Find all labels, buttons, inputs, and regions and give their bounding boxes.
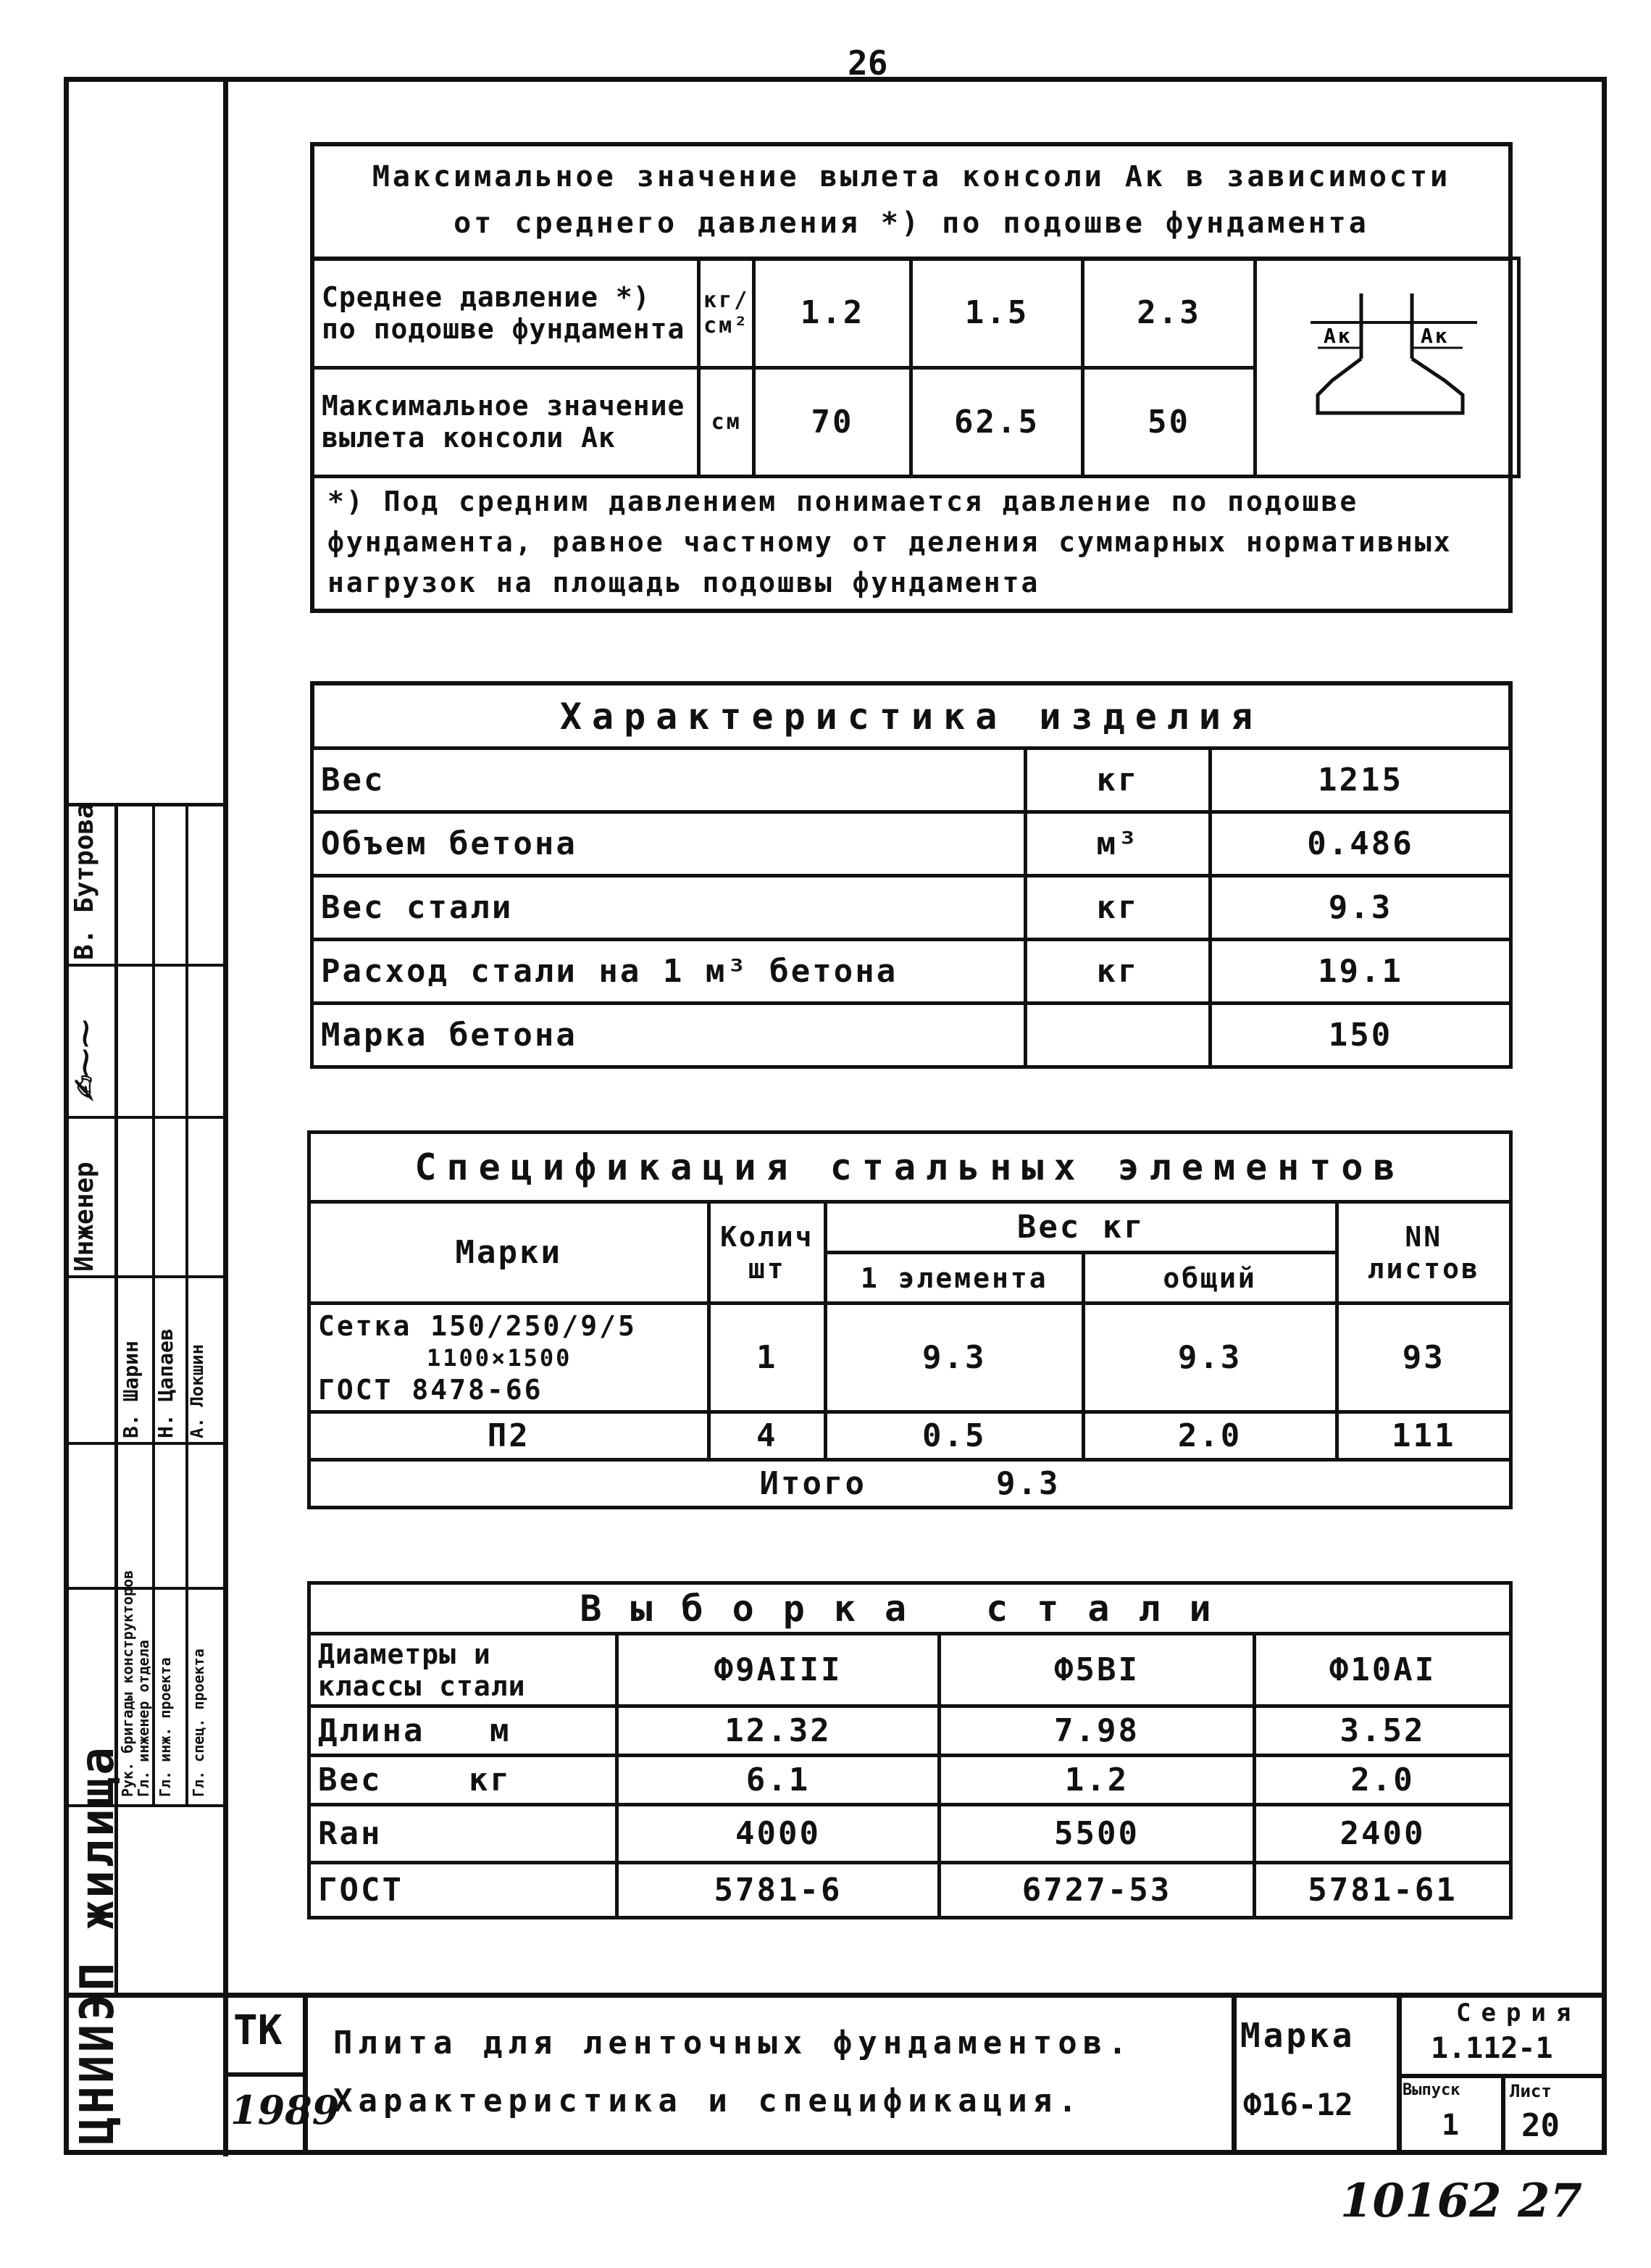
steel-weight-3: 2.0 (1255, 1756, 1511, 1805)
stamp-tk: ТК (233, 2007, 283, 2054)
stamp-top-line (64, 1993, 1607, 1998)
spec-row1-sheets: 93 (1337, 1304, 1510, 1412)
steel-weight-2: 1.2 (940, 1756, 1255, 1805)
side-line-h2 (64, 1116, 226, 1119)
spec-row1-mark-line2: 1100×1500 (427, 1343, 572, 1372)
char-label-steel-rate: Расход стали на 1 м³ бетона (312, 940, 1026, 1004)
stamp-vypusk-value: 1 (1442, 2109, 1460, 2142)
steel-gost-3: 5781-61 (1255, 1863, 1511, 1918)
stamp-series-label: Серия (1456, 1998, 1581, 2027)
page-number-top: 26 (848, 43, 888, 83)
stamp-tk-line (223, 2072, 306, 2077)
spec-row2-element: 0.5 (826, 1412, 1084, 1460)
spec-header-marks: Марки (309, 1202, 709, 1304)
side-role2: Инженер (70, 1162, 99, 1272)
row1-value-3: 2.3 (1083, 259, 1255, 368)
spec-header-sheets: NN листов (1337, 1202, 1510, 1304)
side-line-h5 (64, 1587, 226, 1590)
char-unit-grade (1026, 1004, 1211, 1067)
row2-unit: см (699, 367, 754, 477)
diagram-ak-right: Ак (1421, 324, 1450, 348)
side-line-3 (185, 804, 188, 1804)
row2-value-3: 50 (1083, 367, 1255, 477)
stamp-title-line1: Плита для ленточных фундаментов. (333, 2025, 1133, 2061)
spec-row1-total: 9.3 (1083, 1304, 1337, 1412)
spec-table (307, 1130, 1513, 1509)
stamp-line-e (1501, 2074, 1505, 2155)
steel-ra-1: 4000 (617, 1805, 940, 1863)
steel-row-gost-label: ГОСТ (309, 1863, 617, 1918)
stamp-series-value: 1.112-1 (1431, 2032, 1553, 2065)
spec-row1-count: 1 (709, 1304, 826, 1412)
side-line-2 (152, 804, 155, 1804)
side-org: ЦНИИЭП жилища (71, 1744, 125, 2145)
steel-col-2: Ф5ВI (940, 1634, 1255, 1706)
console-title-line2: от среднего давления *) по подошве фундамента (453, 207, 1369, 240)
side-line-h1 (64, 964, 226, 967)
steel-col-3: Ф10АI (1255, 1634, 1511, 1706)
steel-row-weight-label: Вес кг (309, 1756, 617, 1805)
page-number-bottom: 10162 27 (1340, 2174, 1582, 2228)
console-title (314, 146, 1508, 261)
side-name2: В. Бутрова (70, 803, 99, 960)
char-unit-steel: кг (1026, 876, 1211, 940)
steel-col-1: Ф9АIII (617, 1634, 940, 1706)
steel-table (307, 1581, 1513, 1919)
char-value-steel: 9.3 (1211, 876, 1511, 940)
steel-gost-2: 6727-53 (940, 1863, 1255, 1918)
console-diagram-cell (1255, 259, 1518, 477)
console-table (310, 142, 1513, 613)
row2-value-2: 62.5 (911, 367, 1083, 477)
spec-itogo-label: Итого (759, 1465, 866, 1502)
spec-row2-total: 2.0 (1083, 1412, 1337, 1460)
stamp-marka-value: Ф16-12 (1243, 2087, 1353, 2122)
side-line-h3 (64, 1275, 226, 1278)
side-role-3: Гл. инж. проекта (156, 1657, 174, 1797)
spec-row1-mark-line3: ГОСТ 8478-66 (318, 1373, 543, 1406)
char-value-steel-rate: 19.1 (1211, 940, 1511, 1004)
steel-gost-1: 5781-6 (617, 1863, 940, 1918)
stamp-title (333, 2014, 1133, 2130)
steel-length-1: 12.32 (617, 1706, 940, 1756)
spec-row2-count: 4 (709, 1412, 826, 1460)
char-label-grade: Марка бетона (312, 1004, 1026, 1067)
side-name-1: В. Шарин (119, 1341, 143, 1438)
side-name-2: Н. Цапаев (154, 1328, 177, 1438)
steel-title: Выборка стали (309, 1583, 1511, 1634)
console-diagram (1267, 279, 1506, 453)
side-role-4: Гл. спец. проекта (190, 1648, 207, 1797)
spec-row2-mark: П2 (309, 1412, 709, 1460)
spec-header-total: общий (1083, 1253, 1337, 1304)
spec-row2-sheets: 111 (1337, 1412, 1510, 1460)
side-signature-1: ✍︎⁓⁓ (68, 1019, 102, 1101)
char-label-weight: Вес (312, 749, 1026, 812)
char-value-volume: 0.486 (1211, 812, 1511, 876)
row2-value-1: 70 (754, 367, 911, 477)
console-title-line1: Максимальное значение вылета консоли Ак в зависимости (372, 160, 1451, 193)
row2-label: Максимальное значение вылета консоли Ак (313, 367, 699, 477)
steel-header-label: Диаметры и классы стали (309, 1634, 617, 1706)
side-line-h4 (64, 1442, 226, 1445)
row1-value-1: 1.2 (754, 259, 911, 368)
char-unit-weight: кг (1026, 749, 1211, 812)
char-label-volume: Объем бетона (312, 812, 1026, 876)
characteristics-table (310, 746, 1513, 1069)
spec-row1-mark-line1: Сетка 150/250/9/5 (318, 1309, 637, 1342)
characteristics-title: Характеристика изделия (310, 681, 1513, 748)
char-unit-volume: м³ (1026, 812, 1211, 876)
spec-row1-mark (309, 1304, 709, 1412)
row1-value-2: 1.5 (911, 259, 1083, 368)
spec-header-element: 1 элемента (826, 1253, 1084, 1304)
steel-ra-2: 5500 (940, 1805, 1255, 1863)
steel-row-length-label: Длина м (309, 1706, 617, 1756)
stamp-marka-label: Марка (1240, 2016, 1355, 2055)
steel-length-2: 7.98 (940, 1706, 1255, 1756)
stamp-line-c (1232, 1993, 1237, 2155)
steel-length-3: 3.52 (1255, 1706, 1511, 1756)
row1-label: Среднее давление *) по подошве фундамента (313, 259, 699, 368)
char-label-steel: Вес стали (312, 876, 1026, 940)
char-unit-steel-rate: кг (1026, 940, 1211, 1004)
char-value-grade: 150 (1211, 1004, 1511, 1067)
spec-header-weight: Вес кг (826, 1202, 1337, 1253)
char-value-weight: 1215 (1211, 749, 1511, 812)
stamp-list-value: 20 (1521, 2107, 1560, 2144)
console-grid (311, 257, 1521, 478)
steel-ra-3: 2400 (1255, 1805, 1511, 1863)
side-name-3: А. Локшин (187, 1343, 207, 1438)
spec-itogo-value: 9.3 (995, 1465, 1061, 1502)
spec-itogo-row (309, 1460, 1511, 1508)
spec-row1-element: 9.3 (826, 1304, 1084, 1412)
stamp-title-line2: Характеристика и спецификация. (333, 2083, 1083, 2119)
stamp-list-label: Лист (1510, 2081, 1552, 2101)
steel-row-ra-label: Raн (309, 1805, 617, 1863)
spec-header-count: Колич шт (709, 1202, 826, 1304)
spec-title: Спецификация стальных элементов (309, 1133, 1511, 1202)
side-role-2: Гл. инженер отдела (135, 1640, 152, 1797)
row1-unit: кг/см² (699, 259, 754, 368)
console-footnote: *) Под средним давлением понимается давление по подошве фундамента, равное частному от деления суммарных нормативных нагрузок на площадь подошвы фундамента (327, 485, 1453, 599)
steel-weight-1: 6.1 (617, 1756, 940, 1805)
stamp-vypusk-label: Выпуск (1403, 2081, 1460, 2099)
side-role-1: Рук. бригады конструкторов (119, 1569, 136, 1797)
stamp-year: 1989 (230, 2087, 340, 2133)
diagram-ak-left: Ак (1324, 324, 1353, 348)
